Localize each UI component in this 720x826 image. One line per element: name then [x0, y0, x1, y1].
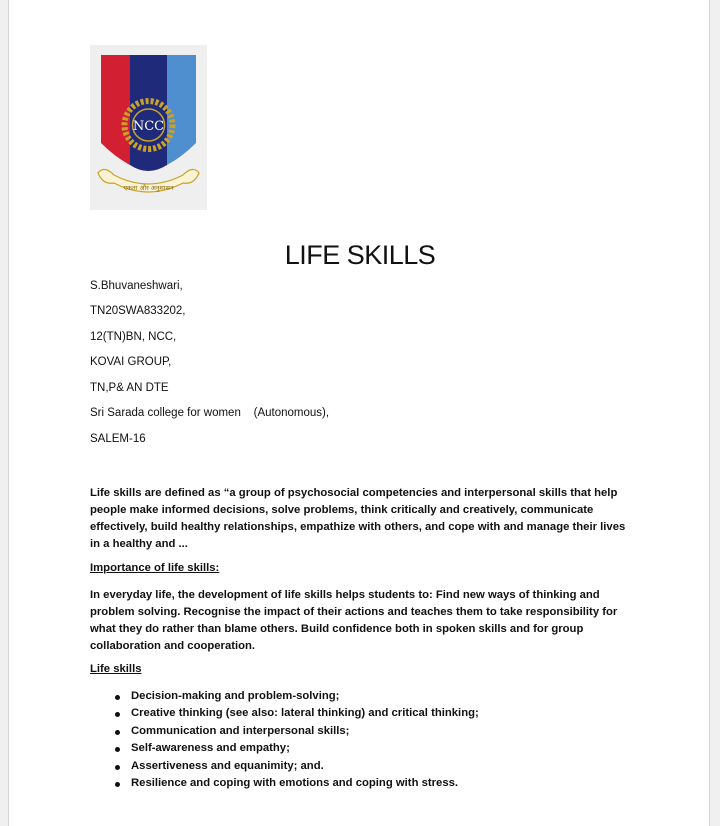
address-line-directorate: TN,P& AN DTE: [90, 382, 169, 394]
address-line-name: S.Bhuvaneshwari,: [90, 280, 183, 292]
list-item: Assertiveness and equanimity; and.: [90, 758, 479, 775]
ncc-logo: [90, 45, 207, 210]
bullet-icon: [115, 765, 120, 770]
life-skills-list: [90, 688, 479, 792]
bullet-icon: [115, 782, 120, 787]
address-line-college: Sri Sarada college for women (Autonomous),: [90, 407, 330, 419]
ncc-emblem-icon: [90, 45, 207, 210]
life-skills-heading: Life skills: [90, 663, 142, 675]
document-page: [8, 0, 710, 826]
address-line-group: KOVAI GROUP,: [90, 356, 172, 368]
importance-paragraph: In everyday life, the development of life skills helps students to: Find new ways of thinking and problem solving. Recognise the impact of their actions and teaches them to take responsibility for what they do rather than blame others. Build confidence both in spoken skills and for group collaboration and cooperation.: [90, 589, 618, 652]
bullet-icon: [115, 712, 120, 717]
list-item: Self-awareness and empathy;: [90, 740, 479, 757]
list-item: Creative thinking (see also: lateral thinking) and critical thinking;: [90, 705, 479, 722]
page-title: LIFE SKILLS: [284, 240, 436, 270]
address-line-battalion: 12(TN)BN, NCC,: [90, 331, 177, 343]
address-line-city: SALEM-16: [90, 433, 146, 445]
logo-motto: एकता और अनुशासन: [123, 184, 174, 192]
list-item: Resilience and coping with emotions and coping with stress.: [90, 775, 479, 792]
emblem-text: NCC: [132, 119, 165, 134]
importance-heading: Importance of life skills:: [90, 562, 220, 574]
intro-paragraph: Life skills are defined as “a group of psychosocial competencies and interpersonal skills that help people make informed decisions, solve problems, think critically and creatively, communicate effectively, build healthy relationships, empathize with others, and cope with and manage their lives in a healthy and ...: [90, 487, 626, 550]
list-item: Communication and interpersonal skills;: [90, 723, 479, 740]
list-item: Decision-making and problem-solving;: [90, 688, 479, 705]
bullet-icon: [115, 695, 120, 700]
bullet-icon: [115, 730, 120, 735]
bullet-icon: [115, 747, 120, 752]
address-line-regno: TN20SWA833202,: [90, 305, 186, 317]
